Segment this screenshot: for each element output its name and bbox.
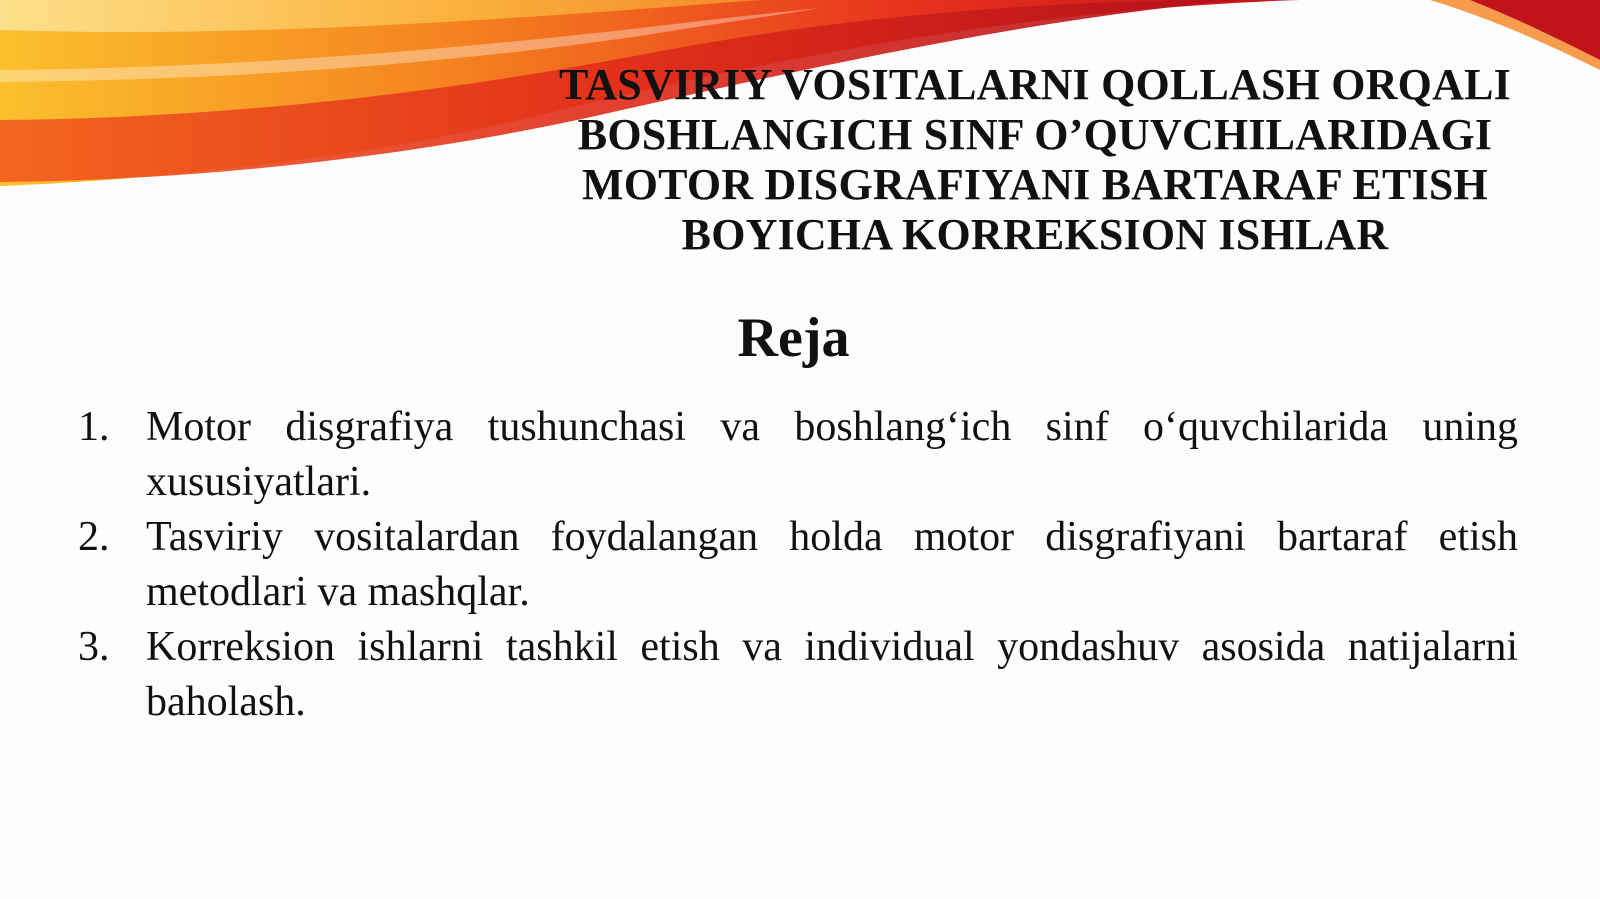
slide-title — [510, 60, 1560, 260]
list-item-number: 3. — [78, 624, 110, 670]
title-line: TASVIRIY VOSITALARNI QOLLASH ORQALI — [559, 60, 1511, 109]
list-item — [78, 400, 1518, 510]
title-line: BOYICHA KORREKSION ISHLAR — [681, 210, 1389, 259]
list-item — [78, 620, 1518, 730]
list-item-number: 1. — [78, 404, 110, 450]
plan-list — [78, 400, 1518, 730]
list-item-text: Tasviriy vositalardan foydalangan holda motor disgrafiyani bartaraf etish metodlari va mashqlar. — [146, 514, 1518, 615]
title-line: MOTOR DISGRAFIYANI BARTARAF ETISH — [582, 160, 1488, 209]
plan-heading: Reja — [737, 307, 850, 369]
list-item-text: Motor disgrafiya tushunchasi va boshlang‘ich sinf o‘quvchilarida uning xususiyatlari. — [146, 404, 1518, 505]
list-item-text: Korreksion ishlarni tashkil etish va individual yondashuv asosida natijalarni baholash. — [146, 624, 1518, 725]
title-line: BOSHLANGICH SINF O’QUVCHILARIDAGI — [577, 110, 1493, 159]
list-item — [78, 510, 1518, 620]
list-item-number: 2. — [78, 514, 110, 560]
